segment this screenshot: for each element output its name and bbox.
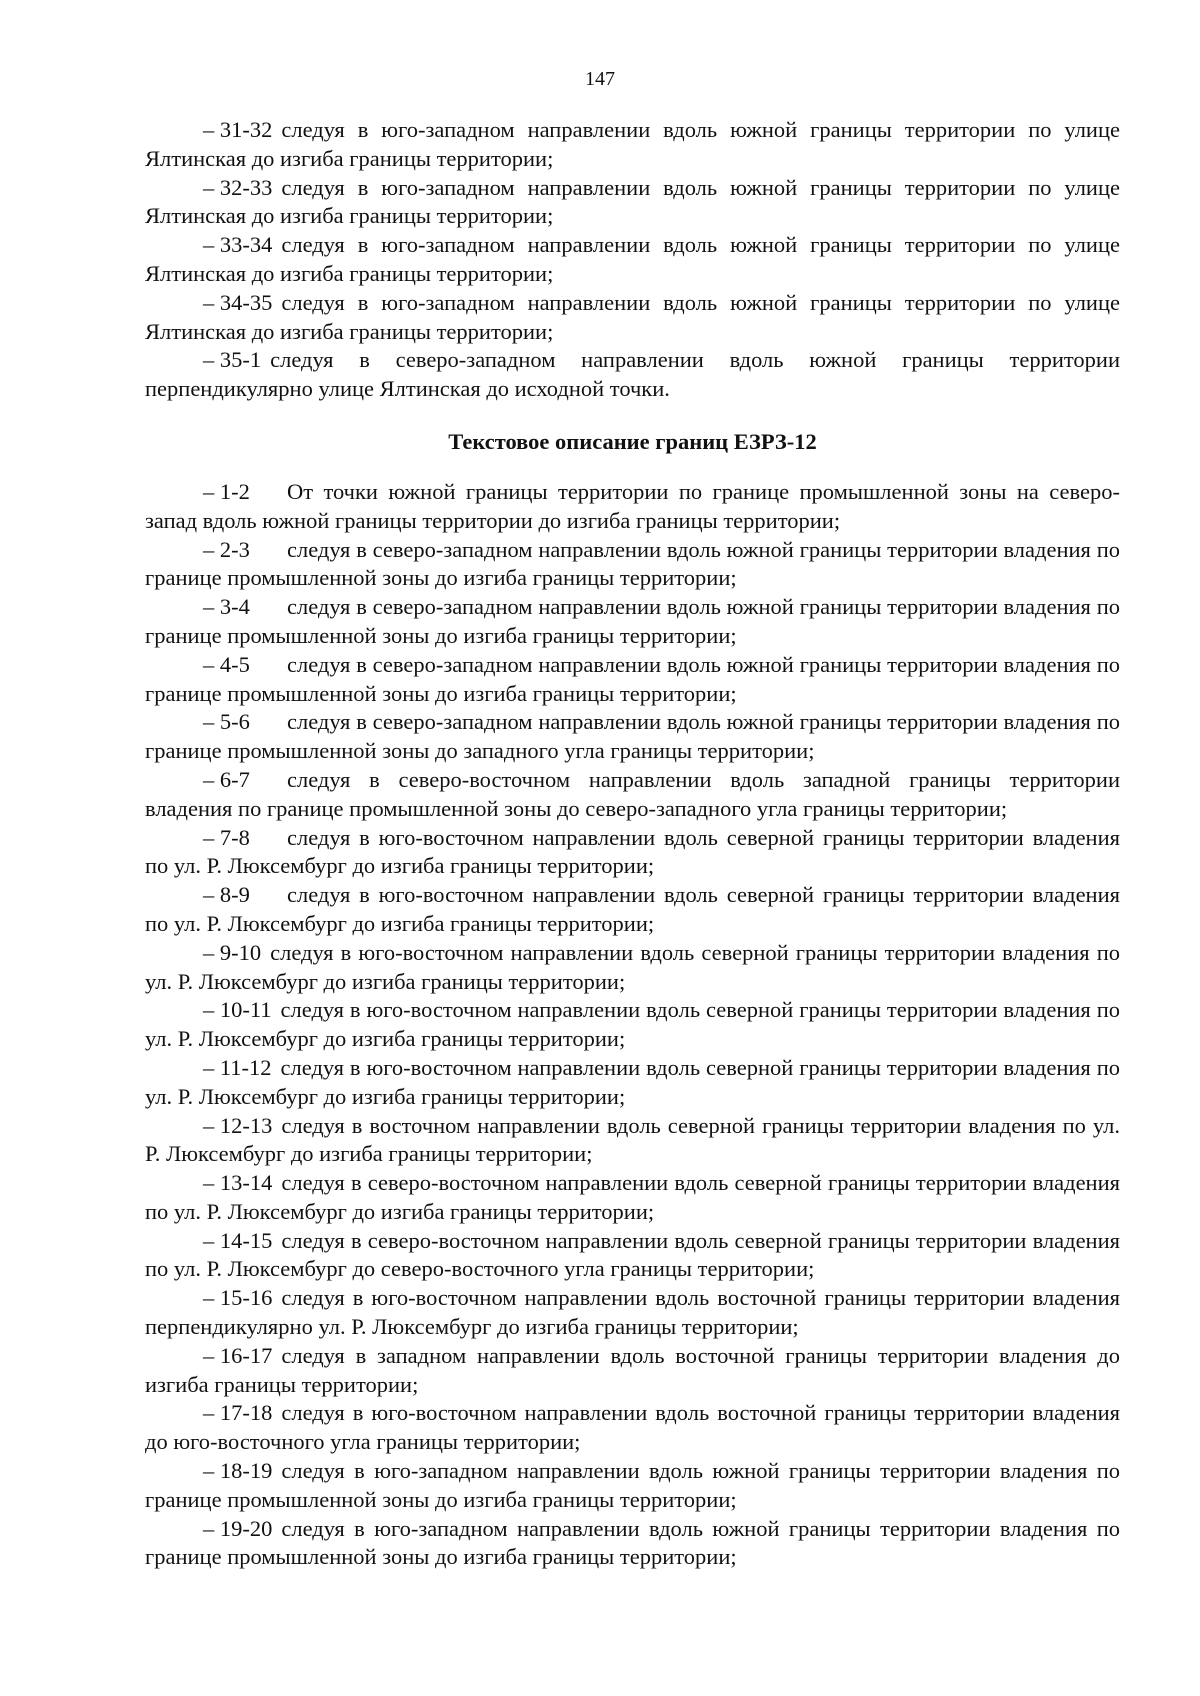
segment-text: следуя в северо-восточном направлении вдоль северной границы территории владения по ул. Р. Люксембург до изгиба границы территории; [145,1170,1120,1224]
segment-text: следуя в восточном направлении вдоль северной границы территории владения по ул. Р. Люксембург до изгиба границы территории; [145,1112,1120,1167]
segment-code: – 11-12 [203,1054,272,1080]
segment-code: – 35-1 [203,347,262,373]
page-number: 147 [585,68,615,90]
list-item [145,174,1120,232]
segment-text: следуя в северо-западном направлении вдоль южной границы территории владения по границе промышленной зоны до изгиба границы территории; [145,594,1120,648]
list-item [145,593,1120,651]
segment-text: следуя в юго-западном направлении вдоль южной границы территории по улице Ялтинская до изгиба границы территории; [145,117,1120,171]
list-item [145,1112,1120,1170]
segment-code: – 17-18 [203,1400,273,1426]
segment-code: – 9-10 [203,939,262,965]
segment-code: – 34-35 [203,289,273,315]
list-item [145,651,1120,709]
list-item [145,881,1120,939]
list-item [145,1457,1120,1515]
segment-code: – 7-8 [203,824,250,850]
list-item [145,1399,1120,1457]
list-item [145,824,1120,882]
segment-code: – 2-3 [203,536,250,562]
segment-text: следуя в юго-западном направлении вдоль южной границы территории по улице Ялтинская до изгиба границы территории; [145,289,1120,344]
segment-text: следуя в юго-восточном направлении вдоль северной границы территории владения по ул. Р. Люксембург до изгиба границы территории; [145,997,1120,1052]
list-item [145,1515,1120,1573]
segment-text: следуя в северо-западном направлении вдоль южной границы территории владения по границе промышленной зоны до изгиба границы территории; [145,651,1120,706]
list-item [145,939,1120,997]
segment-code: – 10-11 [203,997,272,1023]
segment-code: – 14-15 [203,1227,273,1253]
list-item [145,1227,1120,1285]
segment-code: – 1-2 [203,478,250,504]
segment-text: следуя в юго-восточном направлении вдоль восточной границы территории владения до юго-восточного угла границы территории; [145,1400,1120,1455]
segment-code: – 32-33 [203,174,273,200]
segment-text: следуя в юго-восточном направлении вдоль восточной границы территории владения перпендикулярно ул. Р. Люксембург до изгиба границы территории; [145,1285,1120,1340]
segment-text: От точки южной границы территории по границе промышленной зоны на северо-запад вдоль южной границы территории до изгиба границы территории; [145,478,1120,533]
segment-code: – 5-6 [203,709,250,735]
segment-code: – 12-13 [203,1112,273,1138]
intro-list [145,116,1120,404]
list-item [145,996,1120,1054]
segment-text: следуя в северо-западном направлении вдоль южной границы территории владения по границе промышленной зоны до западного угла границы территории; [145,709,1120,764]
segment-text: следуя в северо-западном направлении вдоль южной границы территории перпендикулярно улице Ялтинская до исходной точки. [145,347,1120,402]
section-heading: Текстовое описание границ ЕЗРЗ-12 [448,428,817,454]
segment-code: – 18-19 [203,1458,273,1484]
list-item [145,289,1120,347]
segment-code: – 19-20 [203,1515,273,1541]
list-item [145,708,1120,766]
segment-code: – 31-32 [203,117,273,142]
segment-code: – 13-14 [203,1170,273,1196]
list-item [145,1284,1120,1342]
list-item [145,1342,1120,1400]
list-item [145,536,1120,594]
segment-text: следуя в юго-западном направлении вдоль южной границы территории по улице Ялтинская до изгиба границы территории; [145,232,1120,286]
segment-text: следуя в юго-восточном направлении вдоль северной границы территории владения по ул. Р. Люксембург до изгиба границы территории; [145,824,1120,879]
segment-code: – 33-34 [203,232,273,258]
segment-code: – 3-4 [203,594,250,620]
list-item [145,1054,1120,1112]
document-body [145,116,1120,1572]
list-item [145,116,1120,174]
list-item [145,231,1120,289]
segment-text: следуя в юго-западном направлении вдоль южной границы территории владения по границе промышленной зоны до изгиба границы территории; [145,1515,1120,1570]
segment-code: – 15-16 [203,1285,273,1311]
segment-text: следуя в юго-восточном направлении вдоль северной границы территории владения по ул. Р. Люксембург до изгиба границы территории; [145,1054,1120,1109]
segment-text: следуя в западном направлении вдоль восточной границы территории владения до изгиба границы территории; [145,1342,1120,1397]
list-item [145,346,1120,404]
segment-text: следуя в юго-западном направлении вдоль южной границы территории по улице Ялтинская до изгиба границы территории; [145,174,1120,229]
segment-code: – 4-5 [203,651,250,677]
segment-text: следуя в северо-западном направлении вдоль южной границы территории владения по границе промышленной зоны до изгиба границы территории; [145,536,1120,591]
segment-code: – 8-9 [203,882,250,908]
list-item [145,478,1120,536]
segment-code: – 6-7 [203,766,250,792]
segment-code: – 16-17 [203,1342,273,1368]
segment-text: следуя в северо-восточном направлении вдоль северной границы территории владения по ул. Р. Люксембург до северо-восточного угла границы территории; [145,1227,1120,1282]
segment-text: следуя в юго-восточном направлении вдоль северной границы территории владения по ул. Р. Люксембург до изгиба границы территории; [145,939,1120,994]
section-list [145,478,1120,1572]
segment-text: следуя в юго-восточном направлении вдоль северной границы территории владения по ул. Р. Люксембург до изгиба границы территории; [145,882,1120,936]
segment-text: следуя в северо-восточном направлении вдоль западной границы территории владения по границе промышленной зоны до северо-западного угла границы территории; [145,766,1120,821]
list-item [145,766,1120,824]
list-item [145,1169,1120,1227]
segment-text: следуя в юго-западном направлении вдоль южной границы территории владения по границе промышленной зоны до изгиба границы территории; [145,1458,1120,1512]
